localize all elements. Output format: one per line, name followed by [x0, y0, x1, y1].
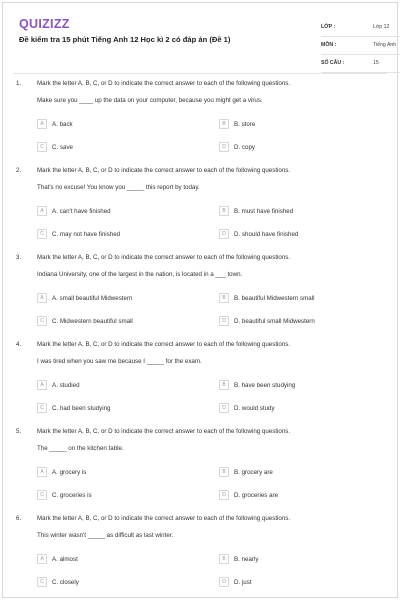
question-stem: I was tired when you saw me because I _____ for the exam.: [37, 358, 202, 365]
option-text: B. store: [234, 120, 256, 128]
option-letter-box: D: [219, 403, 229, 413]
question-number: 1.: [16, 80, 22, 87]
question-number: 5.: [16, 428, 22, 435]
question-4: [13, 341, 387, 425]
option-text: C. closely: [52, 578, 79, 586]
question-stem: This winter wasn't _____ as difficult as last winter.: [37, 532, 174, 539]
option-text: D. just: [234, 578, 252, 586]
option-text: D. groceries are: [234, 491, 279, 499]
option-letter-box: A: [37, 206, 47, 216]
option-letter-box: D: [219, 490, 229, 500]
worksheet-header: [17, 13, 397, 73]
option-text: A. back: [52, 120, 73, 128]
question-stem: The _____ on the kitchen table.: [37, 445, 124, 452]
option-letter-box: B: [219, 293, 229, 303]
worksheet-page: [2, 2, 398, 598]
option-text: A. grocery is: [52, 468, 87, 476]
meta-row-subject: [321, 37, 400, 55]
option-letter-box: D: [219, 577, 229, 587]
option-letter-box: B: [219, 119, 229, 129]
option-letter-box: C: [37, 229, 47, 239]
question-number: 3.: [16, 254, 22, 261]
option-text: A. can't have finished: [52, 207, 111, 215]
option-text: A. almost: [52, 555, 78, 563]
option-letter-box: C: [37, 577, 47, 587]
option-letter-box: A: [37, 467, 47, 477]
option-text: C. Midwestern beautiful small: [52, 317, 133, 325]
header-divider: [13, 73, 387, 74]
option-letter-box: C: [37, 490, 47, 500]
option-text: D. copy: [234, 143, 255, 151]
option-text: C. save: [52, 143, 73, 151]
question-3: [13, 254, 387, 338]
option-text: B. grocery are: [234, 468, 273, 476]
meta-row-count: [321, 55, 400, 73]
question-number: 6.: [16, 515, 22, 522]
option-text: B. nearly: [234, 555, 259, 563]
option-text: B. must have finished: [234, 207, 294, 215]
option-letter-box: B: [219, 554, 229, 564]
option-text: C. groceries is: [52, 491, 92, 499]
option-text: B. have been studying: [234, 381, 296, 389]
option-letter-box: C: [37, 142, 47, 152]
option-letter-box: B: [219, 467, 229, 477]
option-text: C. may not have finished: [52, 230, 121, 238]
option-text: D. would study: [234, 404, 275, 412]
option-text: A. small beautiful Midwestern: [52, 294, 133, 302]
worksheet-title: Đề kiểm tra 15 phút Tiếng Anh 12 Học kì 2 có đáp án (Đề 1): [19, 35, 231, 44]
question-6: [13, 515, 387, 599]
option-letter-box: D: [219, 142, 229, 152]
meta-label: LỚP :: [321, 24, 336, 30]
option-text: D. beautiful small Midwestern: [234, 317, 315, 325]
option-text: B. beautiful Midwestern small: [234, 294, 315, 302]
question-instruction: Mark the letter A, B, C, or D to indicate the correct answer to each of the following questions.: [37, 341, 291, 348]
question-5: [13, 428, 387, 512]
option-letter-box: D: [219, 316, 229, 326]
quizizz-logo: QUIZIZZ: [19, 17, 70, 31]
option-text: D. should have finished: [234, 230, 299, 238]
option-letter-box: A: [37, 554, 47, 564]
option-letter-box: B: [219, 206, 229, 216]
question-instruction: Mark the letter A, B, C, or D to indicate the correct answer to each of the following questions.: [37, 80, 291, 87]
meta-value: 15: [373, 60, 379, 66]
question-instruction: Mark the letter A, B, C, or D to indicate the correct answer to each of the following questions.: [37, 254, 291, 261]
question-instruction: Mark the letter A, B, C, or D to indicate the correct answer to each of the following questions.: [37, 167, 291, 174]
meta-value: Lớp 12: [373, 24, 390, 30]
option-text: C. had been studying: [52, 404, 111, 412]
option-letter-box: C: [37, 403, 47, 413]
question-stem: Indiana University, one of the largest in the nation, is located in a ___ town.: [37, 271, 243, 278]
question-stem: That's no excuse! You know you _____ this report by today.: [37, 184, 200, 191]
question-instruction: Mark the letter A, B, C, or D to indicate the correct answer to each of the following questions.: [37, 428, 291, 435]
question-instruction: Mark the letter A, B, C, or D to indicate the correct answer to each of the following questions.: [37, 515, 291, 522]
meta-label: MÔN :: [321, 42, 337, 48]
option-letter-box: C: [37, 316, 47, 326]
option-letter-box: B: [219, 380, 229, 390]
question-number: 2.: [16, 167, 22, 174]
question-number: 4.: [16, 341, 22, 348]
meta-label: SỐ CÂU :: [321, 60, 345, 66]
question-1: [13, 80, 387, 164]
meta-value: Tiếng Anh: [373, 42, 397, 48]
option-letter-box: D: [219, 229, 229, 239]
option-letter-box: A: [37, 293, 47, 303]
question-stem: Make sure you ____ up the data on your computer, because you might get a virus.: [37, 97, 263, 104]
option-text: A. studied: [52, 381, 80, 389]
option-letter-box: A: [37, 119, 47, 129]
question-2: [13, 167, 387, 251]
option-letter-box: A: [37, 380, 47, 390]
meta-row-class: [321, 19, 400, 37]
meta-table: [321, 19, 400, 73]
